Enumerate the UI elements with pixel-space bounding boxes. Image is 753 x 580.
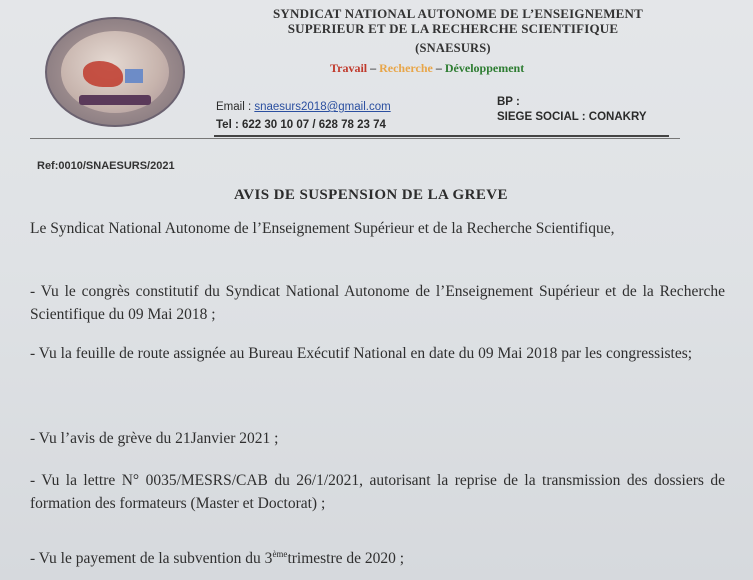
phone-line: Tel : 622 30 10 07 / 628 78 23 74 (216, 119, 386, 131)
motto-developpement: Développement (444, 61, 525, 75)
payement-text: - Vu le payement de la subvention du 3 (30, 550, 273, 568)
email-line (216, 101, 391, 113)
paragraph-intro: Le Syndicat National Autonome de l’Enseignement Supérieur et de la Recherche Scientifique, (30, 220, 615, 237)
motto-sep: – (432, 61, 445, 75)
head-office: SIEGE SOCIAL : CONAKRY (497, 111, 647, 123)
reference-number: Ref:0010/SNAESURS/2021 (37, 160, 175, 172)
org-name-line1: SYNDICAT NATIONAL AUTONOME DE L’ENSEIGNEMENT (273, 6, 643, 21)
paragraph-vu-lettre: - Vu la lettre N° 0035/MESRS/CAB du 26/1/2021, autorisant la reprise de la transmission des dossiers de formation des formateurs (Master et Doctorat) ; (30, 472, 725, 512)
motto (330, 61, 524, 76)
org-acronym: (SNAESURS) (415, 41, 491, 55)
po-box: BP : (497, 96, 520, 108)
logo-inner (61, 31, 169, 113)
paragraph-vu-payement (30, 543, 725, 570)
paragraph-vu-avis-greve: - Vu l’avis de grève du 21Janvier 2021 ; (30, 430, 279, 447)
header-rule-thin (30, 138, 680, 139)
union-seal-logo (45, 17, 185, 127)
document-title: AVIS DE SUSPENSION DE LA GREVE (234, 187, 508, 203)
header-rule (214, 135, 669, 137)
motto-travail: Travail (330, 61, 368, 75)
logo-book (125, 69, 143, 83)
email-label: Email : (216, 101, 255, 113)
payement-text-end: trimestre de 2020 ; (287, 550, 405, 568)
motto-sep: – (367, 61, 380, 75)
org-name-line2: SUPERIEUR ET DE LA RECHERCHE SCIENTIFIQUE (287, 21, 619, 36)
payement-sup: ème (272, 549, 288, 559)
paragraph-vu-congres: - Vu le congrès constitutif du Syndicat National Autonome de l’Enseignement Supérieur et de la Recherche Scientifique du 09 Mai 2018 ; (30, 283, 725, 323)
email-link[interactable]: snaesurs2018@gmail.com (254, 101, 391, 113)
logo-ribbon (79, 95, 151, 105)
motto-recherche: Recherche (379, 61, 433, 75)
paragraph-vu-feuille-de-route: - Vu la feuille de route assignée au Bureau Exécutif National en date du 09 Mai 2018 par les congressistes; (30, 345, 693, 362)
logo-figure (83, 61, 123, 87)
